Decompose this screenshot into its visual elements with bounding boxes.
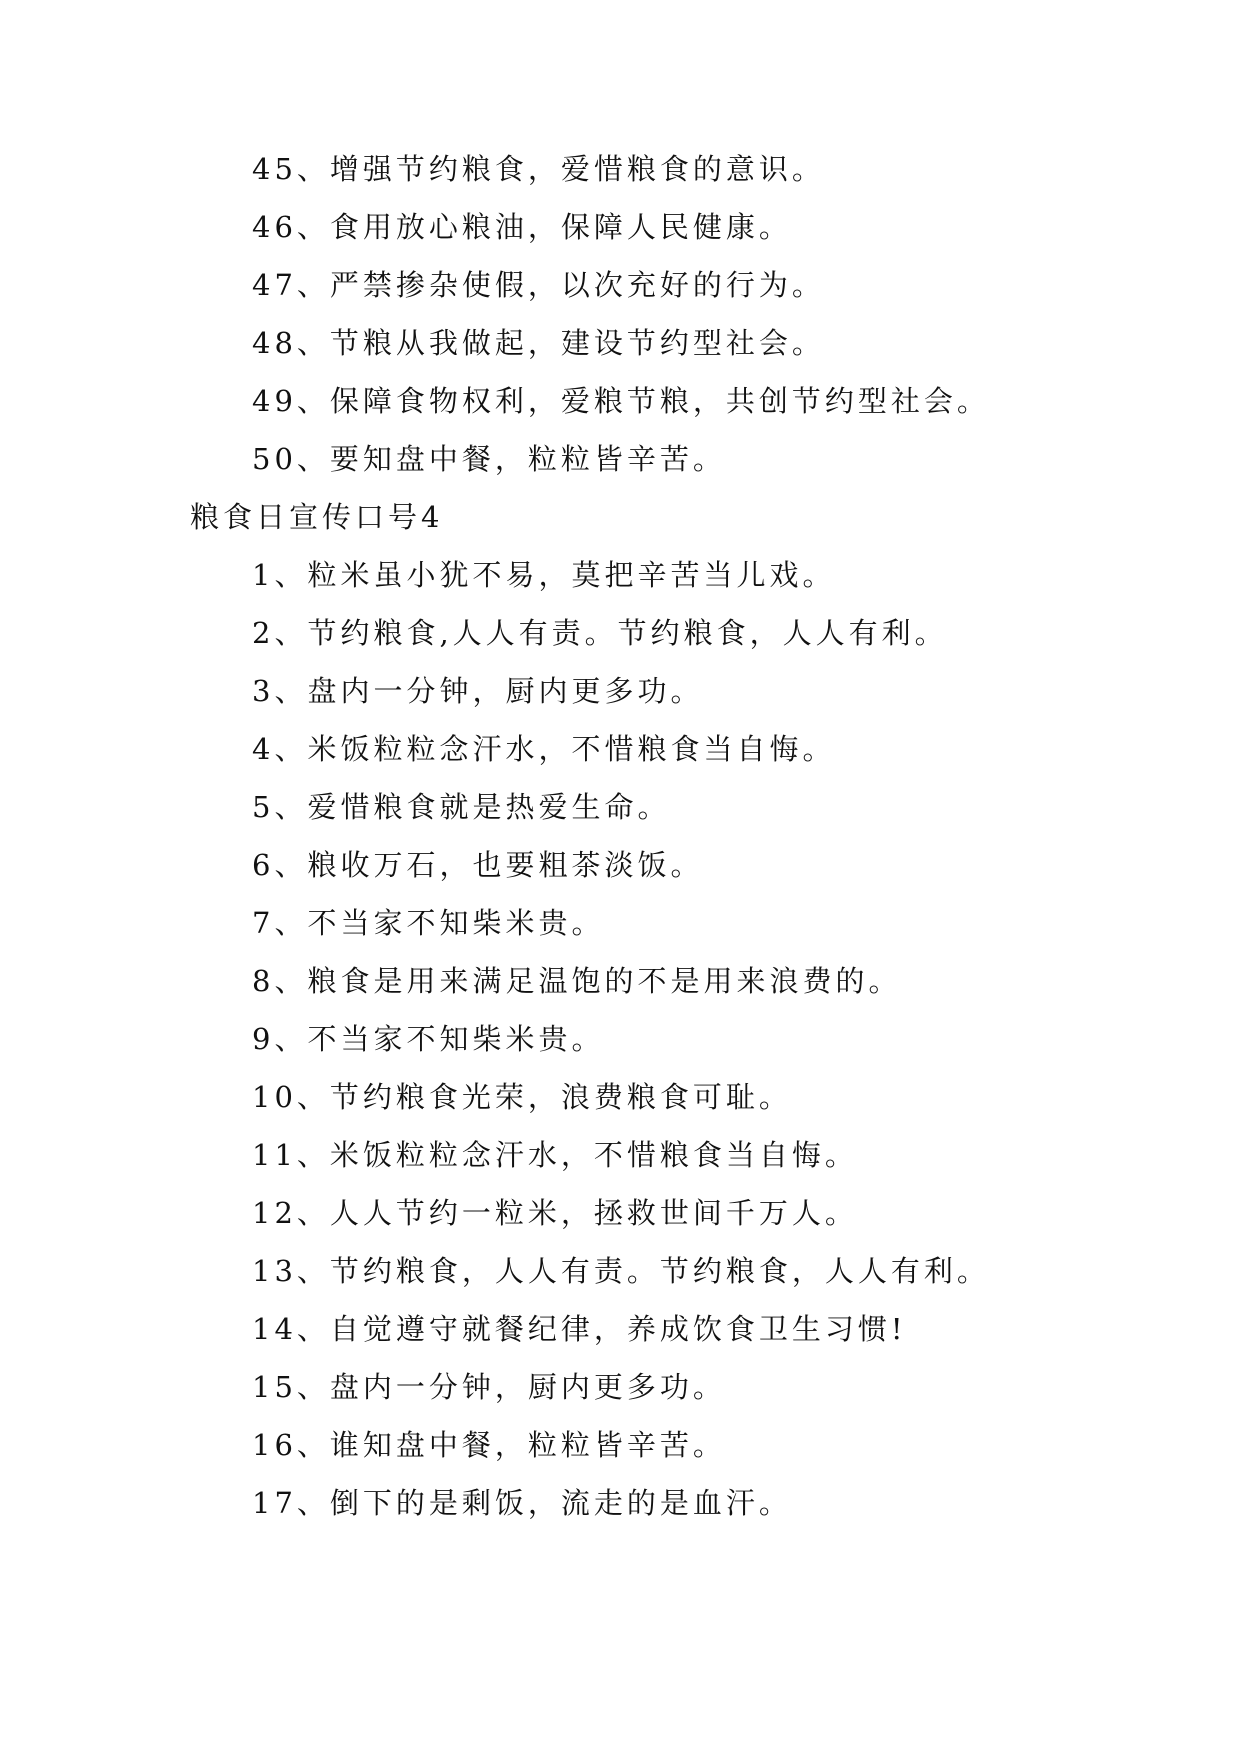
list-item: 10、节约粮食光荣，浪费粮食可耻。 bbox=[252, 1080, 792, 1114]
list-item: 13、节约粮食，人人有责。节约粮食，人人有利。 bbox=[252, 1254, 990, 1288]
list-item: 2、节约粮食,人人有责。节约粮食，人人有利。 bbox=[252, 616, 948, 650]
list-item: 50、要知盘中餐，粒粒皆辛苦。 bbox=[252, 442, 726, 476]
section-heading: 粮食日宣传口号4 bbox=[190, 500, 444, 534]
list-item: 9、不当家不知柴米贵。 bbox=[252, 1022, 605, 1056]
list-item: 45、增强节约粮食，爱惜粮食的意识。 bbox=[252, 152, 825, 186]
list-item: 5、爱惜粮食就是热爱生命。 bbox=[252, 790, 671, 824]
list-item: 49、保障食物权利，爱粮节粮，共创节约型社会。 bbox=[252, 384, 990, 418]
list-item: 16、谁知盘中餐，粒粒皆辛苦。 bbox=[252, 1428, 726, 1462]
list-item: 48、节粮从我做起，建设节约型社会。 bbox=[252, 326, 825, 360]
list-item: 46、食用放心粮油，保障人民健康。 bbox=[252, 210, 792, 244]
list-item: 1、粒米虽小犹不易，莫把辛苦当儿戏。 bbox=[252, 558, 836, 592]
list-item: 47、严禁掺杂使假，以次充好的行为。 bbox=[252, 268, 825, 302]
document-body bbox=[0, 140, 1241, 1532]
list-item: 11、米饭粒粒念汗水，不惜粮食当自悔。 bbox=[252, 1138, 858, 1172]
list-item: 8、粮食是用来满足温饱的不是用来浪费的。 bbox=[252, 964, 902, 998]
list-item: 4、米饭粒粒念汗水，不惜粮食当自悔。 bbox=[252, 732, 836, 766]
list-item: 6、粮收万石，也要粗茶淡饭。 bbox=[252, 848, 704, 882]
list-item: 17、倒下的是剩饭，流走的是血汗。 bbox=[252, 1486, 792, 1520]
list-item: 15、盘内一分钟，厨内更多功。 bbox=[252, 1370, 726, 1404]
list-item: 7、不当家不知柴米贵。 bbox=[252, 906, 605, 940]
list-item: 3、盘内一分钟，厨内更多功。 bbox=[252, 674, 704, 708]
list-item: 14、自觉遵守就餐纪律，养成饮食卫生习惯! bbox=[252, 1312, 907, 1346]
list-item: 12、人人节约一粒米，拯救世间千万人。 bbox=[252, 1196, 858, 1230]
